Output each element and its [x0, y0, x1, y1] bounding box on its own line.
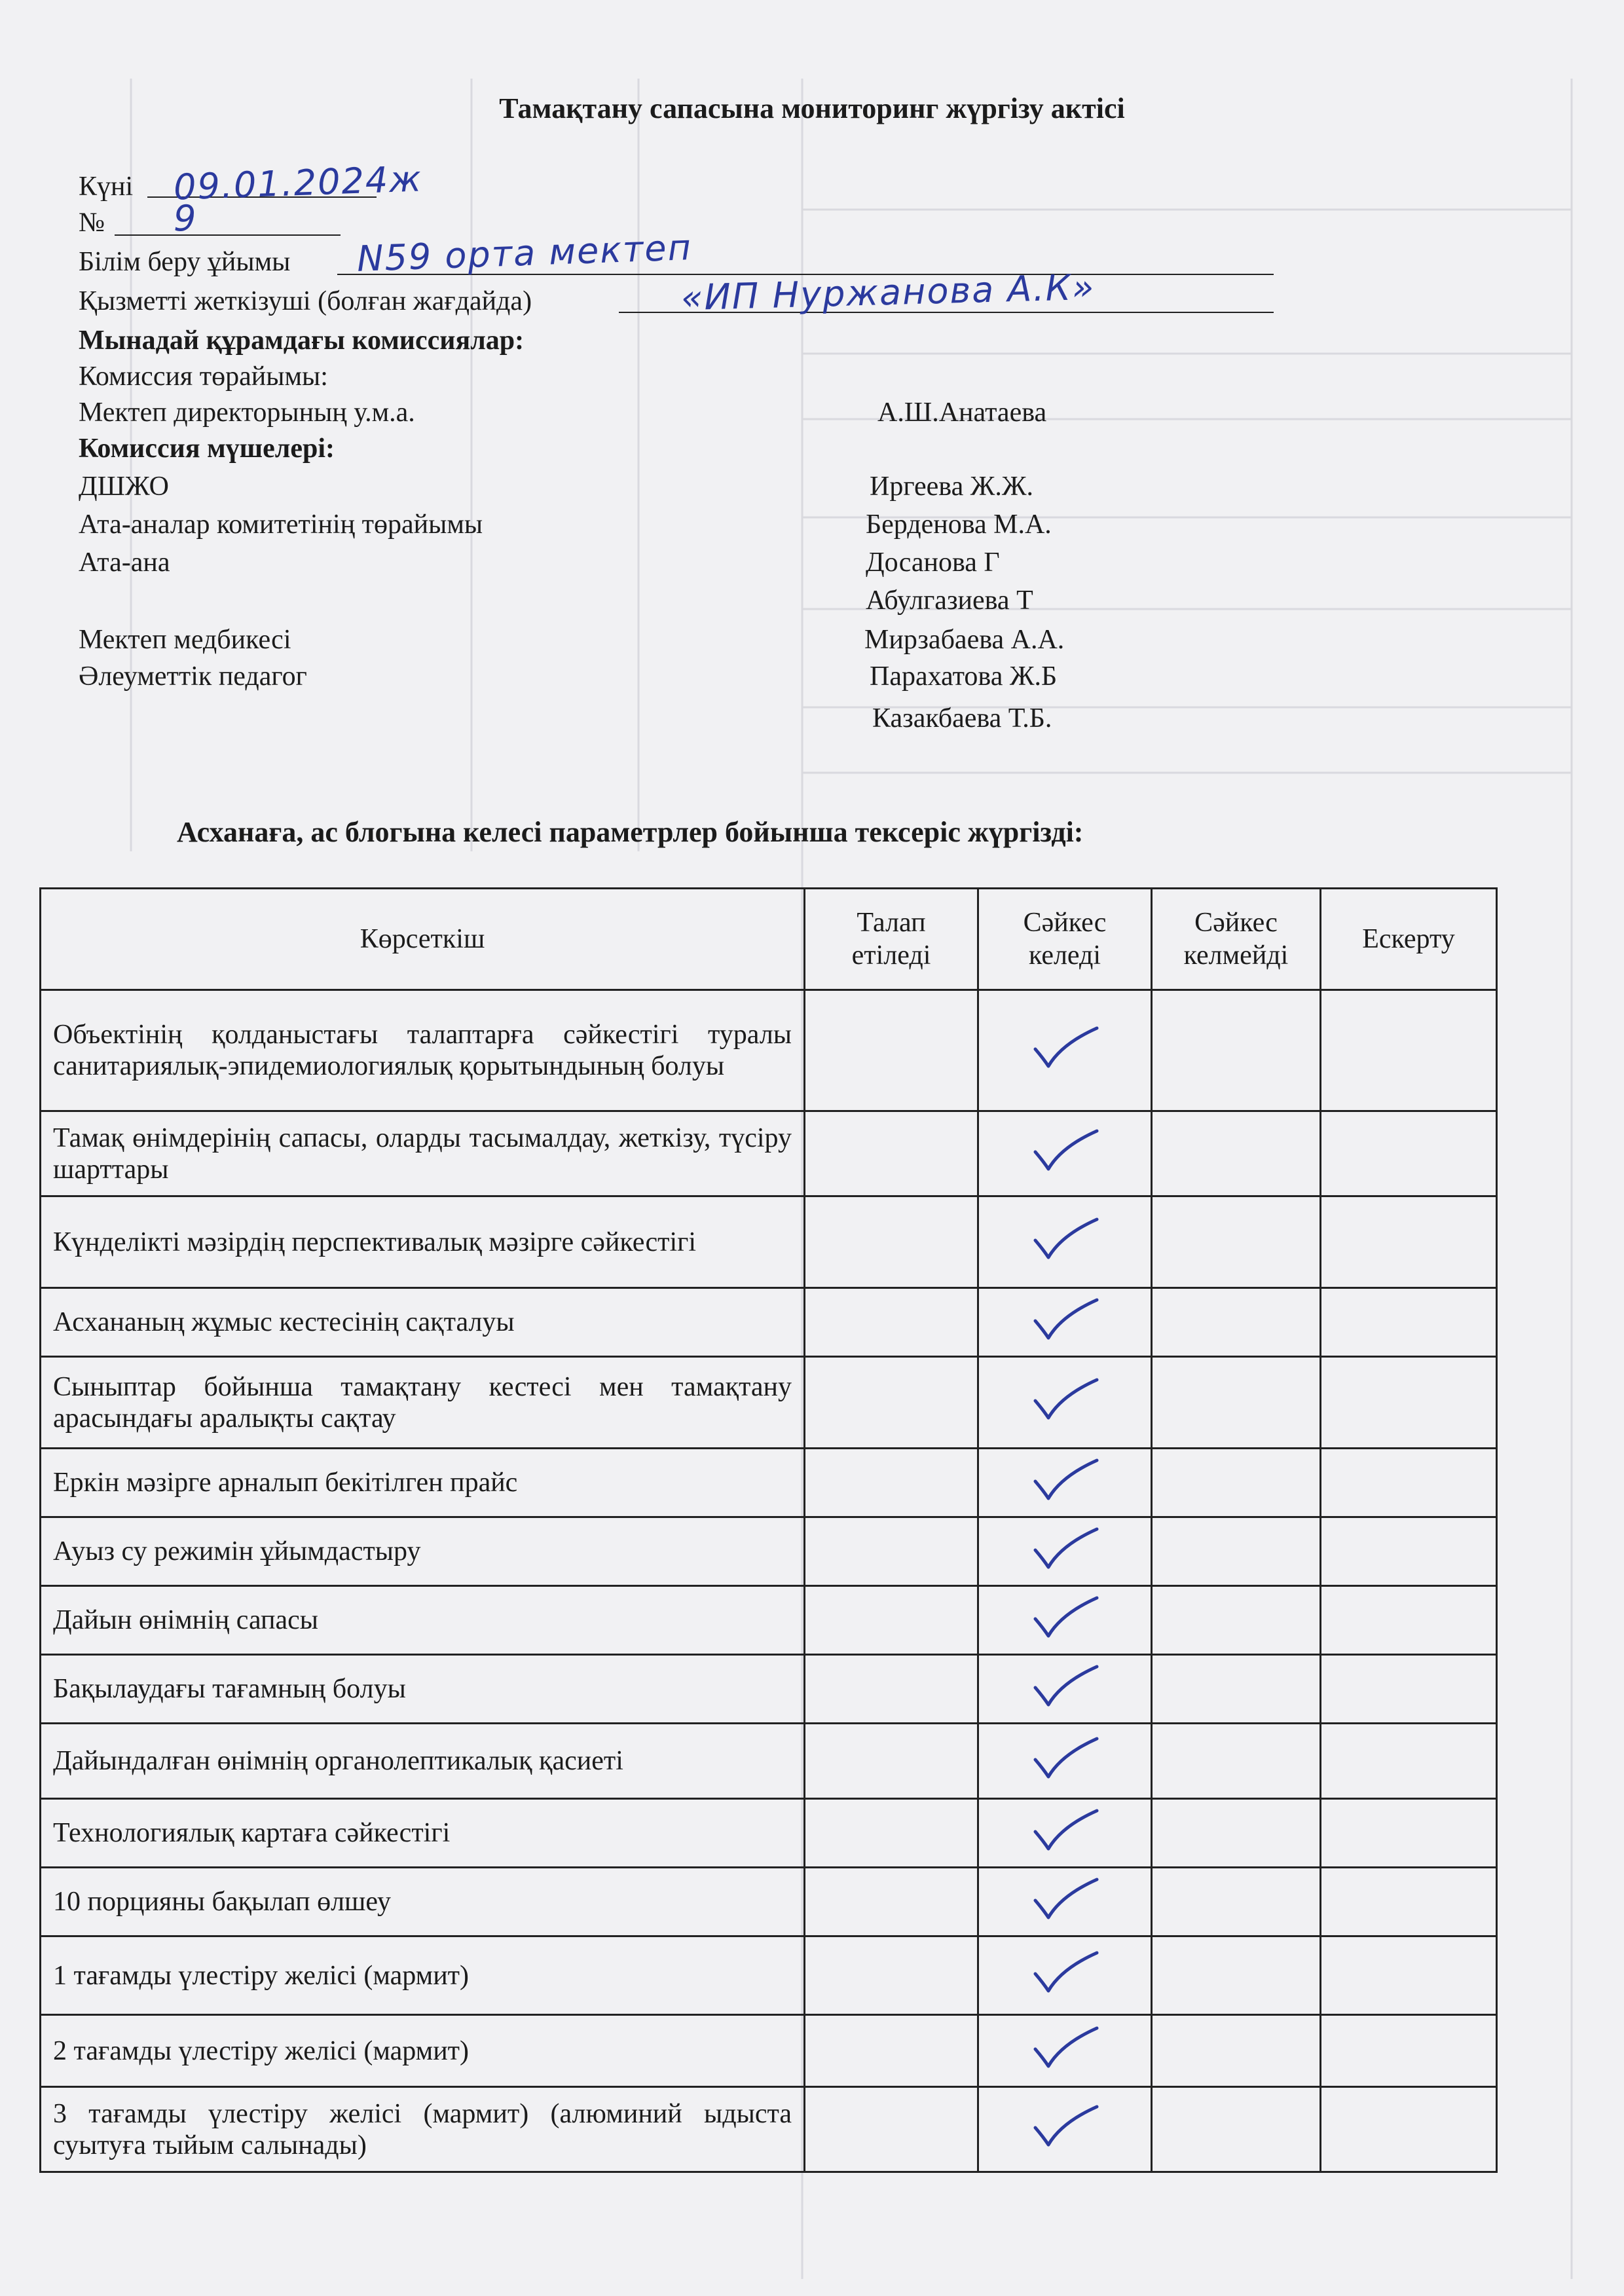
- note-cell: [1321, 1724, 1497, 1799]
- header-indicator: Көрсеткіш: [41, 889, 805, 990]
- not-complies-cell: [1152, 1196, 1321, 1288]
- date-label: Күні: [79, 172, 134, 202]
- required-cell: [805, 1868, 978, 1936]
- complies-cell: [978, 1799, 1152, 1868]
- required-cell: [805, 990, 978, 1111]
- checkmark-icon: [1029, 1127, 1101, 1173]
- number-handwritten: 9: [174, 198, 198, 239]
- checkmark-icon: [1029, 1296, 1101, 1342]
- member-role: Мектеп медбикесі: [79, 625, 291, 655]
- indicator-cell: Сыныптар бойынша тамақтану кестесі мен тамақтану арасындағы аралықты сақтау: [41, 1357, 805, 1449]
- date-handwritten: 09.01.2024ж: [173, 158, 423, 208]
- member-role: Ата-аналар комитетінің төрайымы: [79, 509, 483, 540]
- table-header-row: [41, 889, 1497, 990]
- indicator-cell: Ауыз су режимін ұйымдастыру: [41, 1517, 805, 1586]
- checkmark-icon: [1029, 1949, 1101, 1995]
- note-cell: [1321, 1936, 1497, 2015]
- note-cell: [1321, 1288, 1497, 1357]
- table-row: [41, 1586, 1497, 1655]
- number-underline: [115, 234, 341, 236]
- note-cell: [1321, 1196, 1497, 1288]
- required-cell: [805, 1724, 978, 1799]
- not-complies-cell: [1152, 1357, 1321, 1449]
- note-cell: [1321, 1868, 1497, 1936]
- member-role: ДШЖО: [79, 472, 169, 502]
- table-row: [41, 1357, 1497, 1449]
- required-cell: [805, 1357, 978, 1449]
- member-name: Берденова М.А.: [866, 509, 1052, 540]
- not-complies-cell: [1152, 1655, 1321, 1724]
- inspection-subtitle: Асханаға, ас блогына келесі параметрлер бойынша тексеріс жүргізді:: [177, 816, 1084, 848]
- indicator-cell: Объектінің қолданыстағы талаптарға сәйкестігі туралы санитариялық-эпидемиологиялық қорытындының болуы: [41, 990, 805, 1111]
- header-note: Ескерту: [1321, 889, 1497, 990]
- complies-cell: [978, 1655, 1152, 1724]
- complies-cell: [978, 1449, 1152, 1517]
- table-row: [41, 1868, 1497, 1936]
- required-cell: [805, 1655, 978, 1724]
- not-complies-cell: [1152, 1111, 1321, 1196]
- note-cell: [1321, 990, 1497, 1111]
- table-row: [41, 1799, 1497, 1868]
- number-label: №: [79, 208, 105, 238]
- table-row: [41, 990, 1497, 1111]
- org-handwritten: N59 орта мектеп: [356, 227, 693, 280]
- required-cell: [805, 1517, 978, 1586]
- header-complies: Сәйкес келеді: [978, 889, 1152, 990]
- member-name: Парахатова Ж.Б: [870, 661, 1058, 692]
- required-cell: [805, 2087, 978, 2172]
- complies-cell: [978, 2015, 1152, 2087]
- complies-cell: [978, 1868, 1152, 1936]
- checkmark-icon: [1029, 1735, 1101, 1781]
- note-cell: [1321, 2087, 1497, 2172]
- member-name: Досанова Г: [866, 547, 1000, 578]
- not-complies-cell: [1152, 2087, 1321, 2172]
- required-cell: [805, 1196, 978, 1288]
- checkmark-icon: [1029, 1215, 1101, 1261]
- not-complies-cell: [1152, 1936, 1321, 2015]
- note-cell: [1321, 1357, 1497, 1449]
- indicator-cell: 3 тағамды үлестіру желісі (мармит) (алюминий ыдыста суытуға тыйым салынады): [41, 2087, 805, 2172]
- member-name: Иргеева Ж.Ж.: [870, 472, 1033, 502]
- indicator-cell: Асхананың жұмыс кестесінің сақталуы: [41, 1288, 805, 1357]
- required-cell: [805, 1288, 978, 1357]
- members-heading: Комиссия мүшелері:: [79, 434, 335, 464]
- checkmark-icon: [1029, 1594, 1101, 1640]
- complies-cell: [978, 1111, 1152, 1196]
- member-role: Әлеуметтік педагог: [79, 661, 307, 692]
- complies-cell: [978, 1724, 1152, 1799]
- note-cell: [1321, 1655, 1497, 1724]
- checkmark-icon: [1029, 1376, 1101, 1422]
- supplier-label: Қызметті жеткізуші (болған жағдайда): [79, 286, 532, 316]
- table-row: [41, 1724, 1497, 1799]
- table-row: [41, 1111, 1497, 1196]
- indicator-cell: 2 тағамды үлестіру желісі (мармит): [41, 2015, 805, 2087]
- required-cell: [805, 1799, 978, 1868]
- member-name: Абулгазиева Т: [866, 585, 1033, 616]
- chair-label: Комиссия төрайымы:: [79, 361, 328, 392]
- not-complies-cell: [1152, 1799, 1321, 1868]
- not-complies-cell: [1152, 1288, 1321, 1357]
- indicator-cell: Дайын өнімнің сапасы: [41, 1586, 805, 1655]
- indicator-cell: Бақылаудағы тағамның болуы: [41, 1655, 805, 1724]
- required-cell: [805, 1936, 978, 2015]
- checkmark-icon: [1029, 1663, 1101, 1709]
- complies-cell: [978, 1196, 1152, 1288]
- table-row: [41, 2015, 1497, 2087]
- checkmark-icon: [1029, 1456, 1101, 1502]
- complies-cell: [978, 1936, 1152, 2015]
- not-complies-cell: [1152, 1449, 1321, 1517]
- note-cell: [1321, 1586, 1497, 1655]
- inspection-table: [39, 887, 1498, 2173]
- not-complies-cell: [1152, 1517, 1321, 1586]
- not-complies-cell: [1152, 1868, 1321, 1936]
- indicator-cell: 1 тағамды үлестіру желісі (мармит): [41, 1936, 805, 2015]
- required-cell: [805, 1586, 978, 1655]
- complies-cell: [978, 1586, 1152, 1655]
- complies-cell: [978, 990, 1152, 1111]
- checkmark-icon: [1029, 1024, 1101, 1070]
- table-row: [41, 1655, 1497, 1724]
- member-name: Мирзабаева А.А.: [864, 625, 1065, 655]
- complies-cell: [978, 1288, 1152, 1357]
- note-cell: [1321, 1111, 1497, 1196]
- checkmark-icon: [1029, 2103, 1101, 2149]
- table-row: [41, 1517, 1497, 1586]
- note-cell: [1321, 2015, 1497, 2087]
- required-cell: [805, 1111, 978, 1196]
- required-cell: [805, 2015, 978, 2087]
- checkmark-icon: [1029, 2024, 1101, 2070]
- chair-name: А.Ш.Анатаева: [877, 398, 1047, 428]
- table-row: [41, 1449, 1497, 1517]
- complies-cell: [978, 2087, 1152, 2172]
- checkmark-icon: [1029, 1807, 1101, 1853]
- indicator-cell: Еркін мәзірге арналып бекітілген прайс: [41, 1449, 805, 1517]
- supplier-handwritten: «ИП Нуржанова А.К»: [680, 266, 1096, 319]
- indicator-cell: Технологиялық картаға сәйкестігі: [41, 1799, 805, 1868]
- org-label: Білім беру ұйымы: [79, 247, 291, 277]
- note-cell: [1321, 1517, 1497, 1586]
- header-not-complies: Сәйкес келмейді: [1152, 889, 1321, 990]
- not-complies-cell: [1152, 2015, 1321, 2087]
- chair-role: Мектеп директорының у.м.а.: [79, 398, 415, 428]
- not-complies-cell: [1152, 1586, 1321, 1655]
- complies-cell: [978, 1517, 1152, 1586]
- commission-heading: Мынадай құрамдағы комиссиялар:: [79, 325, 525, 356]
- indicator-cell: 10 порцияны бақылап өлшеу: [41, 1868, 805, 1936]
- indicator-cell: Дайындалған өнімнің органолептикалық қасиеті: [41, 1724, 805, 1799]
- not-complies-cell: [1152, 990, 1321, 1111]
- note-cell: [1321, 1449, 1497, 1517]
- indicator-cell: Тамақ өнімдерінің сапасы, оларды тасымалдау, жеткізу, түсіру шарттары: [41, 1111, 805, 1196]
- document-title: Тамақтану сапасына мониторинг жүргізу актісі: [499, 92, 1125, 124]
- required-cell: [805, 1449, 978, 1517]
- note-cell: [1321, 1799, 1497, 1868]
- not-complies-cell: [1152, 1724, 1321, 1799]
- table-row: [41, 1288, 1497, 1357]
- member-role: Ата-ана: [79, 547, 170, 578]
- member-name: Казакбаева Т.Б.: [872, 703, 1052, 733]
- table-row: [41, 2087, 1497, 2172]
- indicator-cell: Күнделікті мәзірдің перспективалық мәзірге сәйкестігі: [41, 1196, 805, 1288]
- checkmark-icon: [1029, 1876, 1101, 1921]
- complies-cell: [978, 1357, 1152, 1449]
- checkmark-icon: [1029, 1525, 1101, 1571]
- table-row: [41, 1196, 1497, 1288]
- table-row: [41, 1936, 1497, 2015]
- header-required: Талап етіледі: [805, 889, 978, 990]
